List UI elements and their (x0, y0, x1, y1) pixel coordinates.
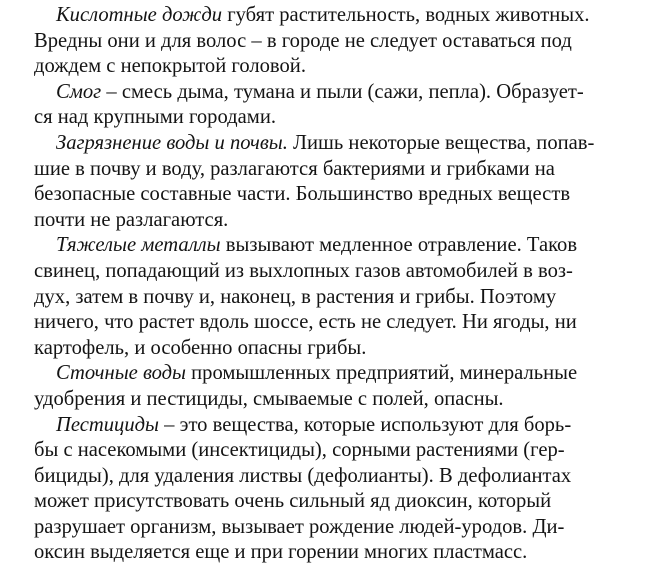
paragraph-acid-rain (56, 3, 636, 80)
text-line: картофель, и особенно опасны грибы. (34, 336, 636, 362)
term-pesticides: Пестициды (56, 414, 159, 436)
text-span: Лишь некоторые вещества, попав- (288, 132, 594, 154)
text-line (56, 361, 636, 387)
text-line (56, 80, 636, 106)
paragraph-wastewater (56, 361, 636, 412)
text-span: – это вещества, которые используют для борь- (159, 414, 571, 436)
text-line: бициды), для удаления листвы (дефолианты). В дефолиантах (34, 464, 636, 490)
paragraph-heavy-metals (56, 233, 636, 361)
text-line: может присутствовать очень сильный яд диоксин, который (34, 489, 636, 515)
text-line: бы с насекомыми (инсектициды), сорными растениями (гер- (34, 438, 636, 464)
text-line: дух, затем в почву и, наконец, в растения и грибы. Поэтому (34, 285, 636, 311)
text-span: – смесь дыма, тумана и пыли (сажи, пепла). Образует- (101, 81, 584, 103)
term-heavy-metals: Тяжелые металлы (56, 234, 221, 256)
text-span: губят растительность, водных животных. (222, 4, 590, 26)
term-water-soil-pollution: Загрязнение воды и почвы. (56, 132, 288, 154)
paragraph-water-soil-pollution (56, 131, 636, 233)
term-acid-rain: Кислотные дожди (56, 4, 222, 26)
text-span: промышленных предприятий, минеральные (186, 362, 577, 384)
text-line: оксин выделяется еще и при горении многих пластмасс. (34, 540, 636, 566)
paragraph-pesticides (56, 413, 636, 566)
term-wastewater: Сточные воды (56, 362, 186, 384)
text-line (56, 413, 636, 439)
text-line: ничего, что растет вдоль шоссе, есть не следует. Ни ягоды, ни (34, 310, 636, 336)
text-line (56, 3, 636, 29)
text-line: шие в почву и воду, разлагаются бактериями и грибками на (34, 157, 636, 183)
paragraph-smog (56, 80, 636, 131)
text-line (56, 131, 636, 157)
text-line: почти не разлагаются. (34, 208, 636, 234)
text-line: разрушает организм, вызывает рождение людей-уродов. Ди- (34, 515, 636, 541)
text-line: свинец, попадающий из выхлопных газов автомобилей в воз- (34, 259, 636, 285)
text-line: удобрения и пестициды, смываемые с полей, опасны. (34, 387, 636, 413)
text-line: Вредны они и для волос – в городе не следует оставаться под (34, 29, 636, 55)
text-span: вызывают медленное отравление. Таков (221, 234, 577, 256)
text-line: безопасные составные части. Большинство вредных веществ (34, 182, 636, 208)
text-line: ся над крупными городами. (34, 105, 636, 131)
term-smog: Смог (56, 81, 101, 103)
text-line: дождем с непокрытой головой. (34, 54, 636, 80)
text-line (56, 233, 636, 259)
